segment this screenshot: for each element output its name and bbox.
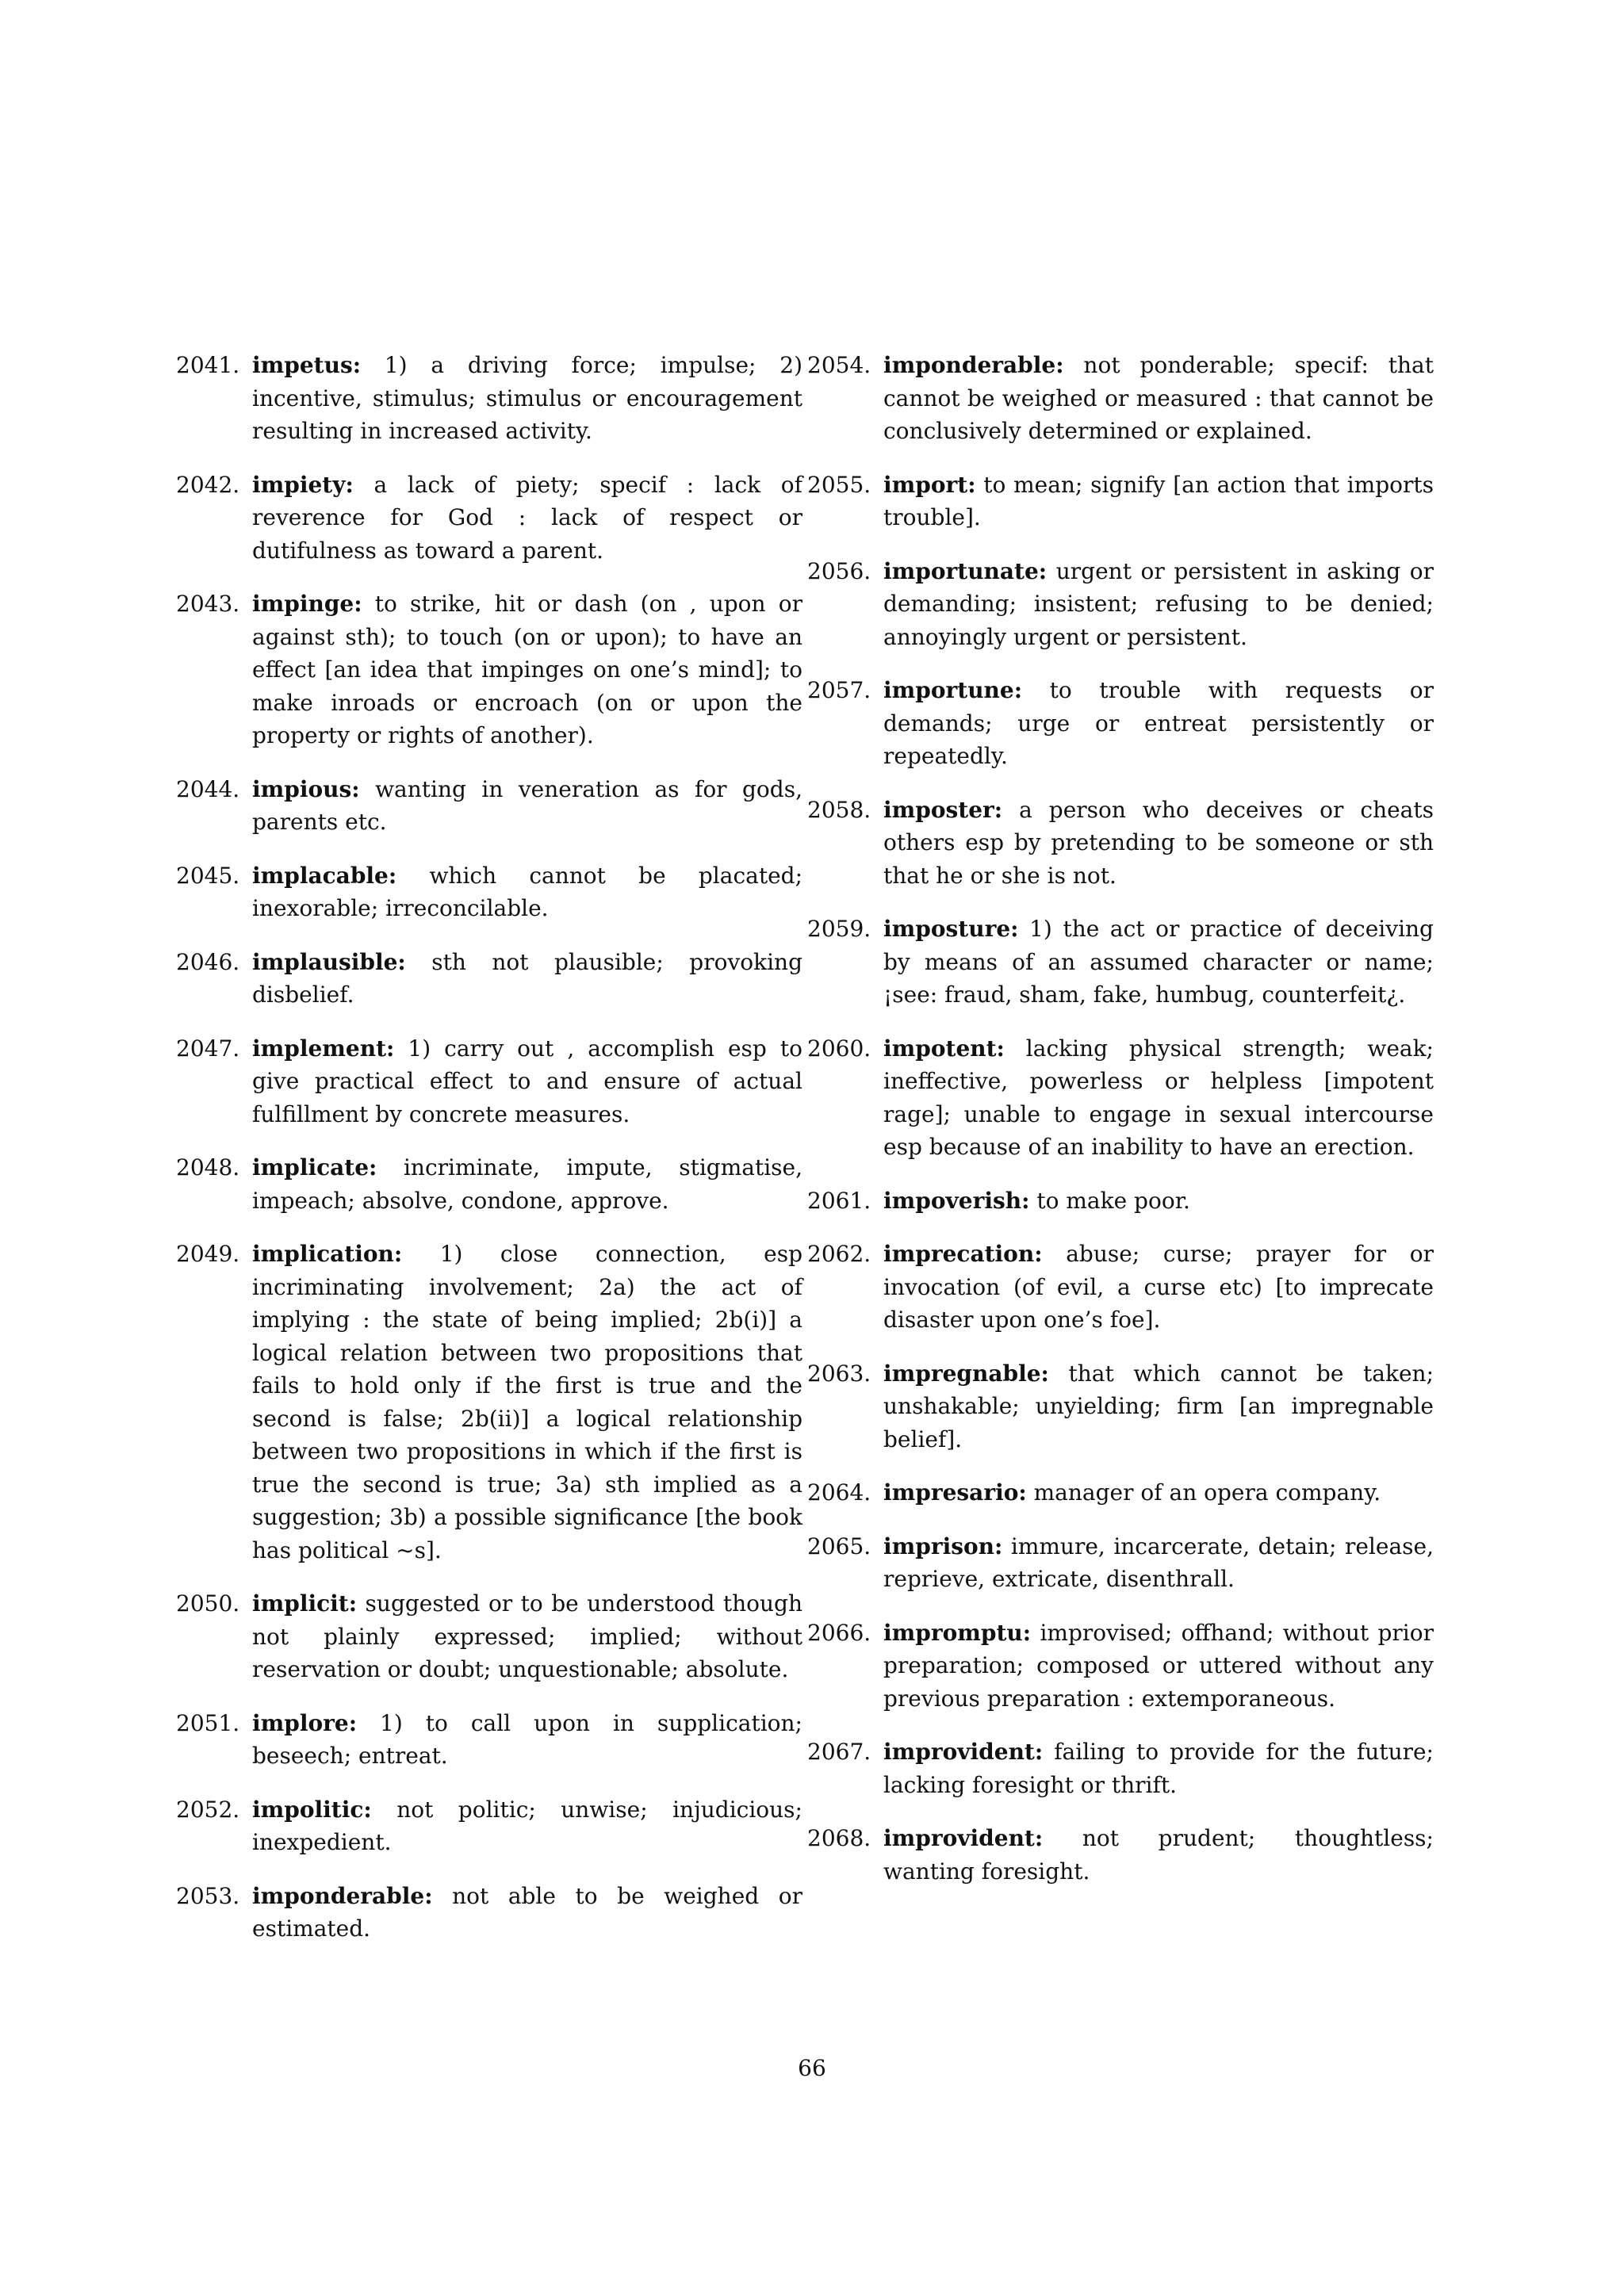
entry-definition: not able to be weighed or estimated. xyxy=(252,1882,803,1942)
entry-definition: to make poor. xyxy=(1036,1187,1190,1214)
dictionary-entry xyxy=(176,587,802,752)
dictionary-entry xyxy=(176,1151,802,1217)
entry-term: imponderable: xyxy=(883,352,1064,378)
entry-term: improvident: xyxy=(883,1825,1044,1851)
dictionary-entry xyxy=(176,469,802,568)
entry-number: 2051. xyxy=(176,1709,240,1736)
entry-definition: which cannot be placated; inexorable; irreconcilable. xyxy=(252,862,802,921)
dictionary-entry xyxy=(807,1476,1434,1510)
entry-term: imprison: xyxy=(883,1533,1003,1559)
entry-definition: to trouble with requests or demands; urge or entreat persistently or repeatedly. xyxy=(883,677,1434,769)
left-column xyxy=(176,349,802,1966)
entry-definition: lacking physical strength; weak; ineffective, powerless or helpless [impotent rage]; unable to engage in sexual intercourse esp because of an inability to have an erection. xyxy=(883,1035,1434,1160)
dictionary-entry xyxy=(176,1238,802,1567)
entry-number: 2048. xyxy=(176,1154,240,1181)
entry-number: 2046. xyxy=(176,948,240,975)
entry-number: 2050. xyxy=(176,1590,240,1617)
entry-number: 2055. xyxy=(807,471,871,498)
dictionary-entry xyxy=(807,1735,1434,1801)
entry-term: importunate: xyxy=(883,557,1048,584)
entry-term: impregnable: xyxy=(883,1360,1049,1387)
entry-term: implicate: xyxy=(252,1154,377,1181)
entry-definition: suggested or to be understood though not plainly expressed; implied; without reservation or doubt; unquestionable; absolute. xyxy=(252,1590,802,1682)
dictionary-entry xyxy=(807,1822,1434,1888)
entry-term: implausible: xyxy=(252,948,406,975)
entry-number: 2043. xyxy=(176,591,240,617)
entry-definition: 1) close connection, esp incriminating involvement; 2a) the act of implying : the state of being implied; 2b(i)] a logical relation between two propositions that fails to hold only if the first is true and the second is false; 2b(ii)] a logical relationship between two propositions in which if the first is true the second is true; 3a) sth implied as a suggestion; 3b) a possible significance [the book has political ∼s]. xyxy=(252,1241,802,1563)
entry-number: 2063. xyxy=(807,1360,871,1387)
entry-number: 2042. xyxy=(176,471,240,498)
dictionary-entry xyxy=(807,1032,1434,1164)
entry-definition: 1) a driving force; impulse; 2) incentive, stimulus; stimulus or encouragement resulting in increased activity. xyxy=(252,352,803,444)
entry-definition: to mean; signify [an action that imports trouble]. xyxy=(883,471,1434,530)
entry-term: improvident: xyxy=(883,1739,1044,1765)
entry-number: 2059. xyxy=(807,916,871,942)
dictionary-entry xyxy=(176,859,802,925)
dictionary-entry xyxy=(176,773,802,839)
entry-number: 2044. xyxy=(176,775,240,802)
dictionary-entry xyxy=(176,946,802,1012)
dictionary-entry xyxy=(807,555,1434,654)
entry-number: 2057. xyxy=(807,677,871,703)
entry-term: implement: xyxy=(252,1035,395,1062)
dictionary-entry xyxy=(807,913,1434,1012)
entry-definition: not prudent; thoughtless; wanting foresight. xyxy=(883,1825,1434,1885)
entry-number: 2045. xyxy=(176,862,240,889)
entry-term: implore: xyxy=(252,1709,358,1736)
entry-term: impiety: xyxy=(252,471,354,498)
entry-definition: 1) to call upon in supplication; beseech; entreat. xyxy=(252,1709,802,1769)
dictionary-entry xyxy=(807,469,1434,534)
entry-term: impolitic: xyxy=(252,1796,372,1823)
dictionary-entry xyxy=(807,1530,1434,1596)
entry-definition: abuse; curse; prayer for or invocation (of evil, a curse etc) [to imprecate disaster upon one’s foe]. xyxy=(883,1241,1434,1333)
entry-number: 2058. xyxy=(807,796,871,823)
entry-definition: that which cannot be taken; unshakable; unyielding; firm [an impregnable belief]. xyxy=(883,1360,1434,1452)
entry-number: 2068. xyxy=(807,1825,871,1851)
entry-definition: improvised; offhand; without prior preparation; composed or uttered without any previous preparation : extemporaneous. xyxy=(883,1619,1434,1712)
right-column xyxy=(807,349,1434,1908)
entry-definition: a lack of piety; specif : lack of reverence for God : lack of respect or dutifulness as toward a parent. xyxy=(252,471,803,564)
entry-number: 2053. xyxy=(176,1882,240,1909)
dictionary-entry xyxy=(807,1357,1434,1456)
entry-definition: failing to provide for the future; lacking foresight or thrift. xyxy=(883,1739,1434,1798)
dictionary-entry xyxy=(176,1032,802,1131)
dictionary-entry xyxy=(176,1587,802,1686)
entry-definition: urgent or persistent in asking or demanding; insistent; refusing to be denied; annoyingly urgent or persistent. xyxy=(883,557,1434,650)
entry-number: 2065. xyxy=(807,1533,871,1559)
entry-term: impinge: xyxy=(252,591,362,617)
entry-term: impromptu: xyxy=(883,1619,1032,1646)
entry-number: 2067. xyxy=(807,1739,871,1765)
entry-definition: immure, incarcerate, detain; release, reprieve, extricate, disenthrall. xyxy=(883,1533,1434,1592)
entry-number: 2060. xyxy=(807,1035,871,1062)
dictionary-entry xyxy=(176,1793,802,1859)
entry-definition: sth not plausible; provoking disbelief. xyxy=(252,948,802,1008)
entry-definition: to strike, hit or dash (on , upon or against sth); to touch (on or upon); to have an effect [an idea that impinges on one’s mind]; to make inroads or encroach (on or upon the property or rights of another). xyxy=(252,591,802,748)
dictionary-entry xyxy=(807,794,1434,893)
dictionary-entry xyxy=(176,349,802,448)
entry-number: 2062. xyxy=(807,1241,871,1267)
entry-number: 2049. xyxy=(176,1241,240,1267)
entry-definition: 1) the act or practice of deceiving by means of an assumed character or name; ¡see: fraud, sham, fake, humbug, counterfeit¿. xyxy=(883,916,1434,1008)
entry-definition: a person who deceives or cheats others esp by pretending to be someone or sth that he or she is not. xyxy=(883,796,1434,889)
entry-term: imposter: xyxy=(883,796,1003,823)
entry-term: imposture: xyxy=(883,916,1019,942)
dictionary-entry xyxy=(807,1184,1434,1218)
entry-number: 2061. xyxy=(807,1187,871,1214)
entry-definition: not politic; unwise; injudicious; inexpedient. xyxy=(252,1796,802,1855)
entry-number: 2064. xyxy=(807,1479,871,1506)
entry-definition: manager of an opera company. xyxy=(1033,1479,1381,1506)
entry-term: implacable: xyxy=(252,862,397,889)
dictionary-entry xyxy=(807,1238,1434,1337)
entry-term: implicit: xyxy=(252,1590,358,1617)
entry-term: impoverish: xyxy=(883,1187,1030,1214)
entry-term: impetus: xyxy=(252,352,362,378)
entry-term: import: xyxy=(883,471,976,498)
dictionary-entry xyxy=(807,674,1434,773)
entry-number: 2054. xyxy=(807,352,871,378)
entry-number: 2066. xyxy=(807,1619,871,1646)
page-number: 66 xyxy=(798,2055,826,2081)
entry-definition: not ponderable; specif: that cannot be weighed or measured : that cannot be conclusively determined or explained. xyxy=(883,352,1434,444)
entry-term: imprecation: xyxy=(883,1241,1043,1267)
dictionary-entry xyxy=(176,1880,802,1946)
dictionary-entry xyxy=(807,349,1434,448)
entry-term: implication: xyxy=(252,1241,403,1267)
entry-term: impotent: xyxy=(883,1035,1005,1062)
entry-term: imponderable: xyxy=(252,1882,433,1909)
entry-term: importune: xyxy=(883,677,1023,703)
entry-number: 2047. xyxy=(176,1035,240,1062)
entry-definition: wanting in veneration as for gods, parents etc. xyxy=(252,775,802,835)
entry-definition: incriminate, impute, stigmatise, impeach; absolve, condone, approve. xyxy=(252,1154,802,1214)
entry-number: 2056. xyxy=(807,557,871,584)
dictionary-entry xyxy=(176,1707,802,1773)
entry-term: impious: xyxy=(252,775,360,802)
entry-definition: 1) carry out , accomplish esp to give practical effect to and ensure of actual fulfillment by concrete measures. xyxy=(252,1035,802,1127)
entry-number: 2041. xyxy=(176,352,240,378)
entry-number: 2052. xyxy=(176,1796,240,1823)
entry-term: impresario: xyxy=(883,1479,1027,1506)
dictionary-entry xyxy=(807,1617,1434,1716)
